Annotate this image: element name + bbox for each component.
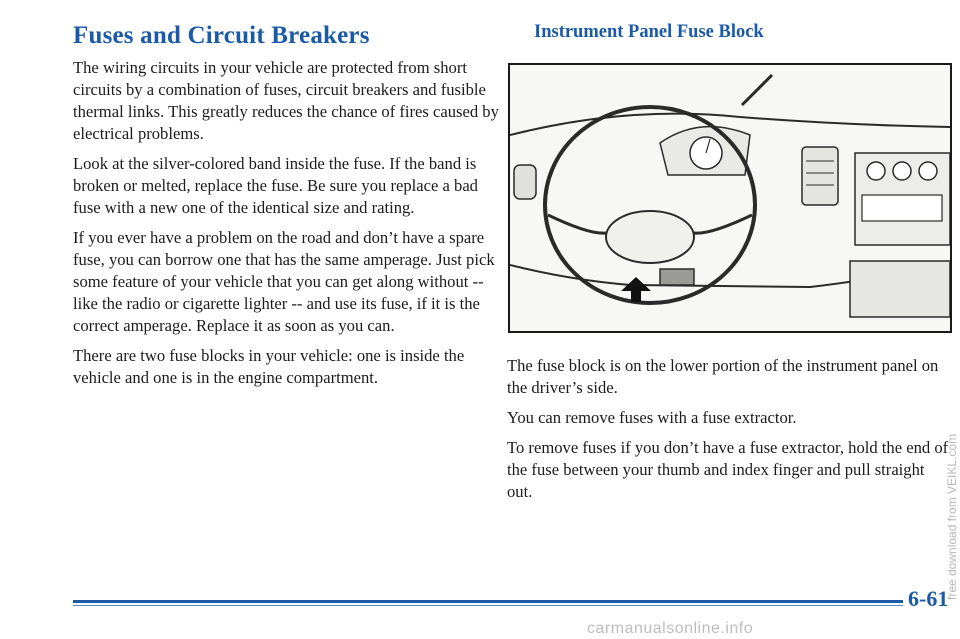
lower-console [850,261,950,317]
knob [867,162,885,180]
paragraph: To remove fuses if you don’t have a fuse extractor, hold the end of the fuse between your thumb and index finger and pull straight out. [507,438,949,501]
paragraph: There are two fuse blocks in your vehicle: one is inside the vehicle and one is in the engine compartment. [73,346,465,387]
page-title: Fuses and Circuit Breakers [73,22,370,49]
footer-rule-thin [73,605,903,606]
knob [893,162,911,180]
side-watermark-text: free download from VEIKL.com [945,433,959,600]
footer-rule-thick [73,600,903,603]
paragraph: You can remove fuses with a fuse extractor. [507,408,797,427]
steering-wheel-rim [545,107,755,303]
side-watermark [944,330,960,600]
left-vent [514,165,536,199]
page-number: 6-61 [908,586,949,611]
paragraph: The wiring circuits in your vehicle are protected from short circuits by a combination of fuses, circuit breakers and fusible thermal links. This greatly reduces the chance of fires caused by electrical problems. [73,58,499,143]
center-vent [802,147,838,205]
arrow-stem [631,291,641,302]
instrument-panel-illustration [508,63,952,333]
right-column [507,355,952,511]
section-title: Instrument Panel Fuse Block [534,22,764,42]
turn-signal-stalk [742,75,772,105]
left-column [73,57,503,397]
paragraph: The fuse block is on the lower portion of the instrument panel on the driver’s side. [507,356,939,397]
steering-spoke-right [694,215,752,233]
control-button [862,195,942,221]
footer-rule [73,600,903,606]
steering-spoke-left [548,215,606,233]
bottom-watermark: carmanualsonline.info [587,620,754,637]
steering-wheel-hub [606,211,694,263]
fuse-block [660,269,694,285]
paragraph: If you ever have a problem on the road and don’t have a spare fuse, you can borrow one that has the same amperage. Just pick some feature of your vehicle that you can get along without -- like the radio or cigarette lighter -- and use its fuse, if it is the correct amperage. Replace it as soon as you can. [73,228,495,335]
paragraph: Look at the silver-colored band inside the fuse. If the band is broken or melted, replace the fuse. Be sure you replace a bad fuse with a new one of the identical size and rating. [73,154,478,217]
knob [919,162,937,180]
dashboard-drawing [510,65,950,331]
